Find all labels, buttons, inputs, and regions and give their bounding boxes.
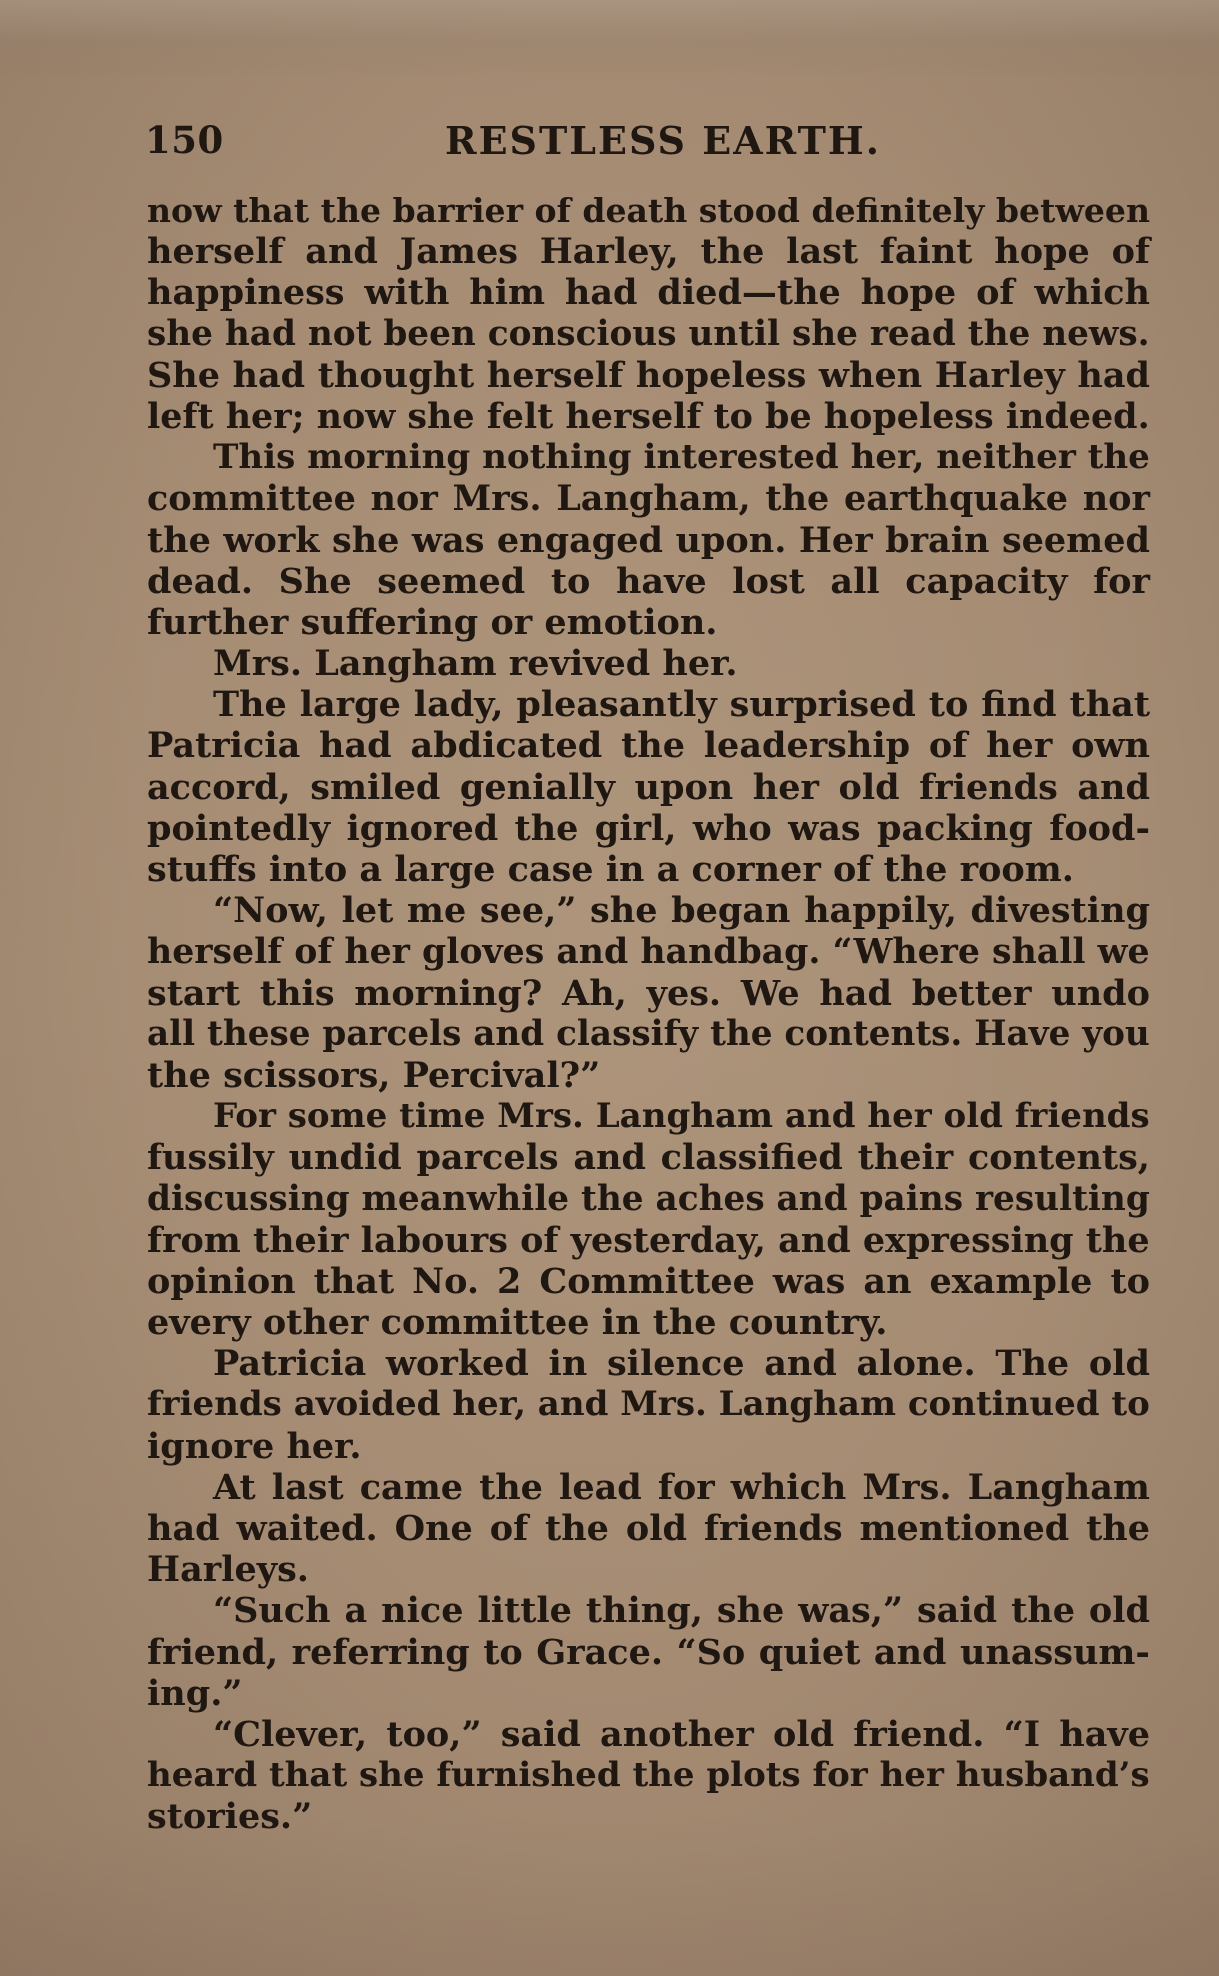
text-line: fussily undid parcels and classified their contents, <box>147 1137 1150 1179</box>
text-line: Mrs. Langham revived her. <box>213 643 738 685</box>
text-line: had waited. One of the old friends mentioned the <box>147 1508 1151 1549</box>
text-line: stuffs into a large case in a corner of the room. <box>147 849 1074 890</box>
text-line: all these parcels and classify the contents. Have you <box>147 1013 1150 1054</box>
text-line: opinion that No. 2 Committee was an example to <box>147 1260 1150 1302</box>
text-line: friends avoided her, and Mrs. Langham continued to <box>147 1384 1150 1425</box>
text-line: She had thought herself hopeless when Harley had <box>147 354 1150 396</box>
text-line: pointedly ignored the girl, who was packing food- <box>147 807 1151 849</box>
text-line: “Clever, too,” said another old friend. “I have <box>213 1713 1151 1755</box>
text-line: friend, referring to Grace. “So quiet and unassum- <box>147 1631 1150 1673</box>
text-line: Patricia had abdicated the leadership of her own <box>147 725 1150 767</box>
text-line: happiness with him had died—the hope of which <box>147 272 1150 314</box>
text-line: from their labours of yesterday, and expressing the <box>147 1219 1150 1261</box>
book-title: RESTLESS EARTH. <box>445 118 881 163</box>
text-line: committee nor Mrs. Langham, the earthquake nor <box>147 478 1150 520</box>
text-line: the scissors, Percival?” <box>147 1054 601 1096</box>
text-line: This morning nothing interested her, neither the <box>213 437 1150 478</box>
text-line: accord, smiled genially upon her old friends and <box>147 766 1150 808</box>
text-line: she had not been conscious until she read the news. <box>147 313 1150 354</box>
text-line: discussing meanwhile the aches and pains resulting <box>147 1178 1150 1219</box>
text-line: left her; now she felt herself to be hopeless indeed. <box>147 395 1150 437</box>
text-line: heard that she furnished the plots for her husband’s <box>147 1755 1150 1796</box>
text-line: dead. She seemed to have lost all capacity for <box>147 560 1150 602</box>
text-line: the work she was engaged upon. Her brain seemed <box>147 519 1150 561</box>
text-line: Patricia worked in silence and alone. The old <box>213 1343 1150 1385</box>
text-line: stories.” <box>147 1796 313 1838</box>
text-line: herself of her gloves and handbag. “Where shall we <box>147 931 1150 973</box>
text-line: The large lady, pleasantly surprised to find that <box>213 684 1151 726</box>
page-number: 150 <box>145 118 224 162</box>
text-line: ignore her. <box>147 1425 362 1467</box>
text-line: At last came the lead for which Mrs. Langham <box>213 1466 1150 1508</box>
text-line: start this morning? Ah, yes. We had better undo <box>147 972 1150 1014</box>
text-line: Harleys. <box>147 1549 309 1591</box>
text-line: ing.” <box>147 1672 243 1714</box>
text-line: “Such a nice little thing, she was,” said the old <box>213 1590 1151 1632</box>
text-line: further suffering or emotion. <box>147 601 718 643</box>
text-line: every other committee in the country. <box>147 1302 888 1344</box>
page-top-edge <box>0 0 1219 70</box>
text-line: now that the barrier of death stood definitely between <box>147 191 1150 230</box>
running-head <box>145 118 1080 168</box>
body-text <box>147 190 1151 1838</box>
text-line: herself and James Harley, the last faint hope of <box>147 231 1150 273</box>
text-line: “Now, let me see,” she began happily, divesting <box>213 890 1151 932</box>
text-line: For some time Mrs. Langham and her old friends <box>213 1096 1150 1137</box>
